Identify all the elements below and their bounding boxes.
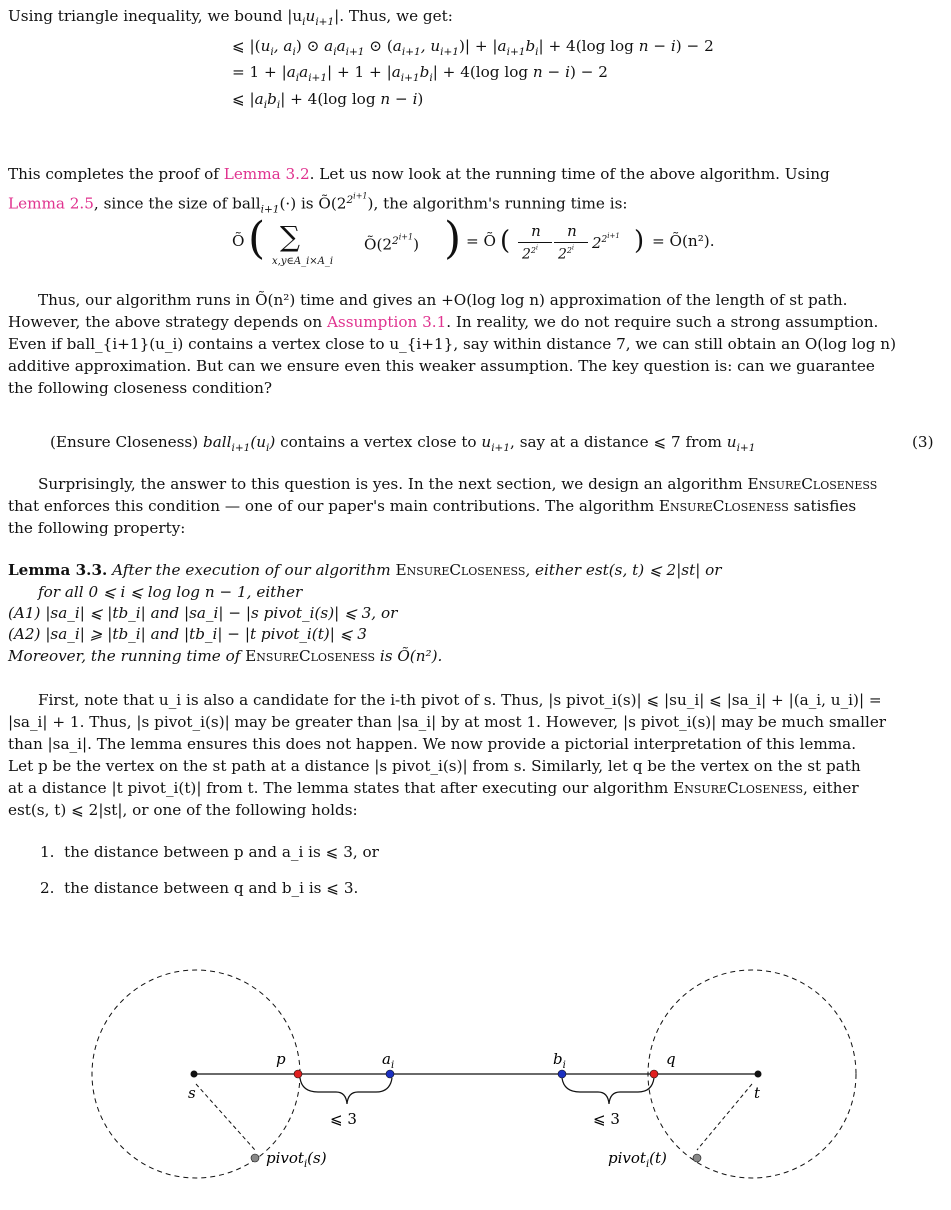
lemma33-more: [8, 646, 442, 666]
node-q: [650, 1070, 658, 1078]
para2-line4: additive approximation. But can we ensure even this weaker assumption. The key question is: can we guarantee: [8, 357, 875, 375]
algo-name-1: EnsureCloseness: [747, 475, 878, 493]
label-s: s: [188, 1084, 196, 1102]
a1-cond: |sa_i| ⩽ |tb_i|: [45, 604, 146, 622]
para4-line2: |sa_i| + 1. Thus, |s pivot_i(s)| may be greater than |sa_i| by at most 1. However, |s pivot_i(s)| may be much smaller: [8, 713, 887, 731]
node-s: [191, 1071, 198, 1078]
intro-text: Using triangle inequality, we bound |u: [8, 7, 303, 25]
a1-bound: |sa_i| − |s pivot_i(s)| ⩽ 3: [183, 604, 372, 622]
para1-line1: [8, 164, 830, 184]
lemma33-l1a: After the execution of our algorithm: [112, 561, 391, 579]
para2-line3: Even if ball_{i+1}(u_i) contains a vertex close to u_{i+1}, say within distance 7, we can still obtain an O(log log n): [8, 335, 897, 353]
a1-and: and: [150, 604, 180, 622]
para1-d: (·) is Õ(2: [279, 194, 347, 213]
lemma33-a2: [8, 624, 367, 644]
label-leq3-left: ⩽ 3: [330, 1110, 357, 1128]
list-num-2: 2.: [40, 879, 55, 897]
list-num-1: 1.: [40, 843, 55, 861]
para3-b: that enforces this condition — one of our paper's main contributions. The algorithm: [8, 497, 655, 515]
eq2-result: = Õ(n²).: [652, 232, 715, 250]
eq3-number: (3): [912, 433, 934, 451]
eq1-line1: ⩽ $|(u_i$, $a_i$) ⊙ $a_ia_{i+1}$ ⊙ ($a_{i+1}$, $u_{i+1})| + |a_{i+1}b_i| + 4(\log$ log n − i) − 2: [232, 37, 714, 59]
para3-c: satisfies: [793, 497, 857, 515]
eq1-line3: ⩽ $|a_ib_i| + 4(\log$ log n − i): [232, 90, 424, 112]
label-pivot-s: pivot$_i$(s): [266, 1149, 327, 1170]
para3-a: Surprisingly, the answer to this question is yes. In the next section, we design an algorithm: [38, 475, 743, 493]
lemma33-more-a: Moreover, the running time of: [8, 647, 241, 665]
eq3: (Ensure Closeness) $ball_{i+1}(u_i)$ contains a vertex close to $u_{i+1}$, say at a distance ⩽ 7 from $u_{i+1}$: [50, 433, 756, 455]
a1-or: , or: [371, 604, 398, 622]
list-item: [40, 842, 379, 862]
para2-line1: Thus, our algorithm runs in Õ(n²) time and gives an +O(log log n) approximation of the length of st path.: [38, 291, 848, 309]
eq1-line2: = $1 + |a_ia_{i+1}| + 1 + |a_{i+1}b_i| + 4(\log$ log n − i) − 2: [232, 63, 608, 85]
para2-c: . In reality, we do not require such a strong assumption.: [446, 313, 879, 331]
label-t: t: [754, 1084, 761, 1102]
para2-b: However, the above strategy depends on: [8, 313, 327, 331]
right-brace: [562, 1078, 654, 1104]
para4-line3: than |sa_i|. The lemma ensures this does not happen. We now provide a pictorial interpretation of this lemma.: [8, 735, 857, 753]
a2-bound: |tb_i| − |t pivot_i(t)| ⩽ 3: [183, 625, 367, 643]
para3-line3: the following property:: [8, 519, 186, 537]
para3-line1: [38, 474, 877, 494]
para1-c: , since the size of ball: [93, 194, 261, 213]
assumption-3-1-link[interactable]: Assumption 3.1: [326, 313, 447, 331]
para2-line5: the following closeness condition?: [8, 379, 273, 397]
lemma33-l2a: for all: [38, 583, 84, 601]
a1-label: (A1): [8, 604, 41, 622]
para1-e: ), the algorithm's running time is:: [367, 194, 628, 213]
lemma33-more-b: is Õ(n²).: [379, 647, 443, 665]
intro-tail: |. Thus, we get:: [334, 7, 453, 25]
para4-line4: Let p be the vertex on the st path at a distance |s pivot_i(s)| from s. Similarly, let q be the vertex on the st path: [8, 757, 861, 775]
eq3-text-a: contains a vertex close to: [280, 433, 477, 451]
intro-line: Using triangle inequality, we bound $|u_iu_{i+1}|$. Thus, we get:: [8, 7, 453, 29]
para4-line1: First, note that u_i is also a candidate for the i-th pivot of s. Thus, |s pivot_i(s)| ⩽ |su_i| ⩽ |sa_i| + |(a_i, u_i)| =: [38, 691, 882, 709]
lemma33-l2c: , either: [246, 583, 303, 601]
lemma33-line1: [8, 560, 722, 580]
para4-line5: [8, 778, 859, 798]
para4-line6: est(s, t) ⩽ 2|st|, or one of the following holds:: [8, 801, 358, 819]
node-pivot-t: [693, 1154, 701, 1162]
label-bi: $b_i$: [553, 1050, 566, 1071]
lemma-2-5-link[interactable]: Lemma 2.5: [8, 194, 94, 213]
lemma33-l2b: 0 ⩽ i ⩽ log log n − 1: [88, 583, 247, 601]
lemma33-a1: [8, 603, 397, 623]
a2-and: and: [150, 625, 180, 643]
lemma33-l1d: or: [705, 561, 722, 579]
algo-name-5: EnsureCloseness: [673, 779, 803, 797]
t-pivot-connector: [697, 1084, 752, 1150]
lemma-3-2-link[interactable]: Lemma 3.2: [223, 165, 310, 183]
para3-line2: [8, 496, 856, 516]
a2-label: (A2): [8, 625, 41, 643]
lemma33-line2: [38, 582, 302, 602]
list-text-2: the distance between q and b_i is ⩽ 3.: [64, 879, 359, 897]
node-ai: [386, 1070, 394, 1078]
sum-index: x,y∈A_i×A_i: [272, 256, 334, 267]
eq3-text-b: , say at a distance ⩽ 7 from: [510, 433, 722, 451]
label-ai: $a_i$: [382, 1050, 395, 1071]
eq3-label: (Ensure Closeness): [50, 433, 199, 451]
label-leq3-right: ⩽ 3: [593, 1110, 620, 1128]
para4-l5a: at a distance |t pivot_i(t)| from t. The lemma states that after executing our algorithm: [8, 779, 669, 797]
algo-name-4: EnsureCloseness: [245, 647, 376, 665]
label-p: p: [276, 1050, 286, 1068]
para1-b: . Let us now look at the running time of the above algorithm. Using: [309, 165, 830, 183]
lemma33-title: Lemma 3.3.: [8, 561, 108, 579]
node-pivot-s: [251, 1154, 259, 1162]
list-item: [40, 878, 358, 898]
algo-name-2: EnsureCloseness: [658, 497, 789, 515]
lemma33-l1c: est(s, t) ⩽ 2|st|: [585, 561, 701, 579]
para2-line2: [8, 312, 878, 332]
list-text-1: the distance between p and a_i is ⩽ 3, or: [64, 843, 379, 861]
eq2: Õ ( ∑ x,y∈A_i×A_i $Õ(2^{2^{i+1}})$ ) = Õ ( n $2^{2^i}$ n $2^{2^i}$ $2^{2^{i+1}}$ ) = Õ(n²).: [232, 213, 715, 267]
algo-name-3: EnsureCloseness: [395, 561, 526, 579]
node-bi: [558, 1070, 566, 1078]
para1-line2: Lemma 2.5, since the size of ball$_{i+1}$(·) is $Õ(2^{2^{i+1}})$, the algorithm's running time is:: [8, 191, 628, 216]
label-pivot-t: pivot$_i$(t): [608, 1149, 667, 1170]
node-t: [755, 1071, 762, 1078]
a2-cond: |sa_i| ⩾ |tb_i|: [45, 625, 146, 643]
s-pivot-connector: [196, 1084, 255, 1150]
para1-a: This completes the proof of: [8, 165, 224, 183]
st-path-figure: [0, 920, 951, 1200]
label-q: q: [666, 1050, 676, 1068]
left-brace: [300, 1078, 392, 1104]
para4-l5b: , either: [802, 779, 859, 797]
lemma33-l1b: , either: [525, 561, 582, 579]
node-p: [294, 1070, 302, 1078]
